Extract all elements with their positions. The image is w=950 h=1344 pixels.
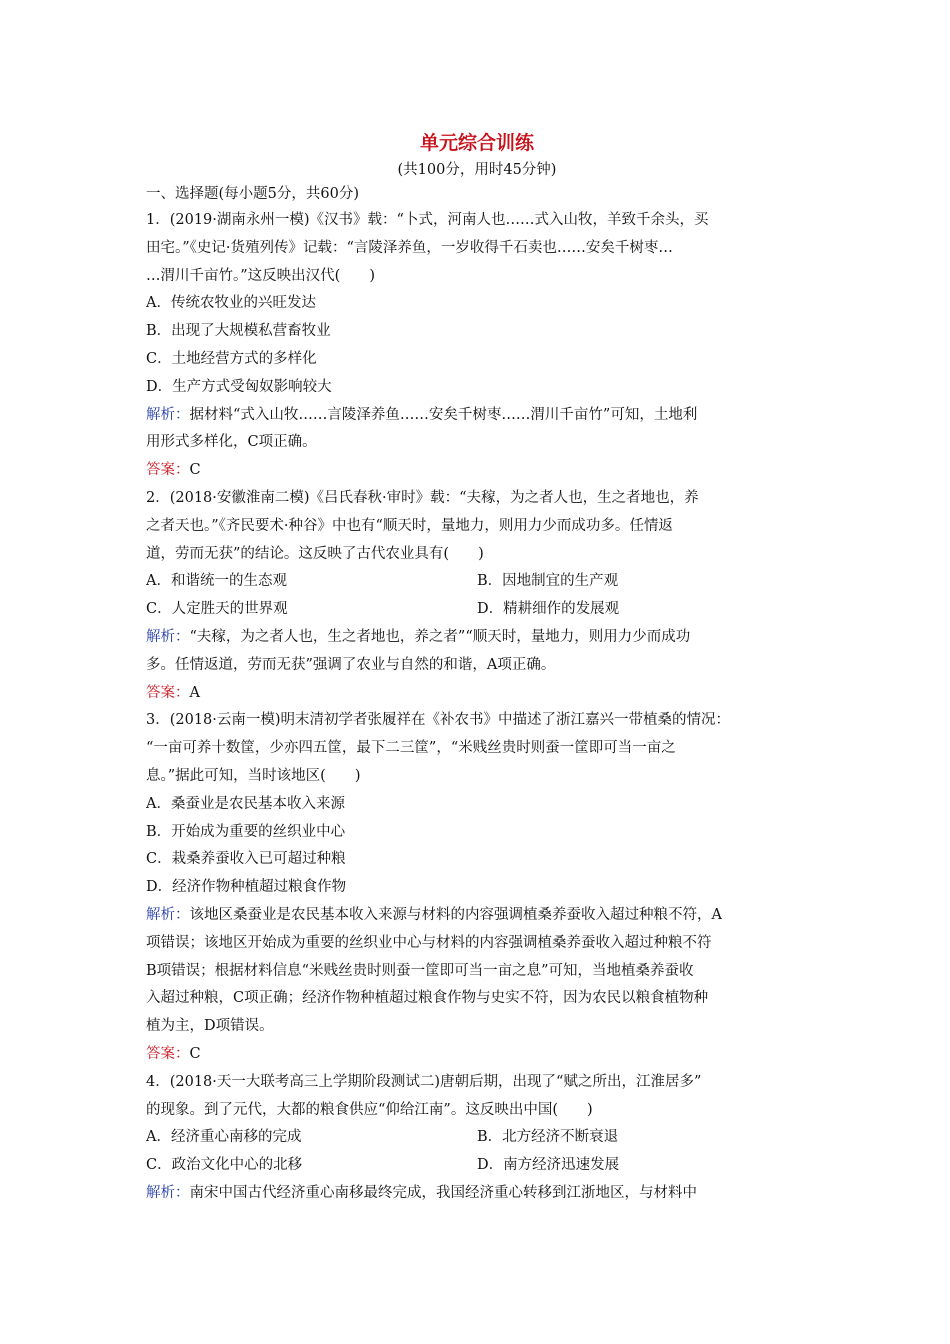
option-b: B．北方经济不断衰退 — [477, 1129, 619, 1146]
question-stem-line: 道，劳而无获”的结论。这反映了古代农业具有( ) — [146, 545, 484, 562]
analysis-line — [146, 902, 808, 930]
answer-label: 答案： — [146, 684, 190, 701]
analysis-line: 植为主，D项错误。 — [146, 1018, 274, 1035]
analysis-text: 该地区桑蚕业是农民基本收入来源与材料的内容强调植桑养蚕收入超过种粮不符，A — [189, 906, 722, 923]
question-stem-line: “一亩可养十数筐，少亦四五筐，最下二三筐”，“米贱丝贵时则蚕一筐即可当一亩之 — [146, 740, 676, 757]
question-1 — [146, 207, 808, 485]
option-row — [146, 1152, 808, 1180]
page-subtitle: (共100分，用时45分钟) — [397, 162, 557, 178]
analysis-line: 多。任情返道，劳而无获”强调了农业与自然的和谐，A项正确。 — [146, 656, 556, 673]
answer-label: 答案： — [146, 462, 190, 479]
page-title: 单元综合训练 — [419, 132, 534, 154]
question-stem-line: 1．(2019·湖南永州一模)《汉书》载：“卜式，河南人也……式入山牧，羊致千余头，买 — [146, 212, 709, 228]
question-stem-line: 息。”据此可知，当时该地区( ) — [146, 767, 361, 784]
option-b: B．因地制宜的生产观 — [477, 573, 619, 590]
option-c: C．土地经营方式的多样化 — [146, 350, 317, 367]
answer-line — [146, 457, 808, 485]
analysis-line: B项错误；根据材料信息“米贱丝贵时则蚕一筐即可当一亩之息”可知，当地植桑养蚕收 — [146, 962, 694, 979]
option-d: D．生产方式受匈奴影响较大 — [146, 378, 332, 395]
section-heading: 一、选择题(每小题5分，共60分) — [146, 186, 359, 202]
option-row — [146, 1124, 808, 1152]
answer-value: C — [189, 462, 201, 479]
option-a: A．传统农牧业的兴旺发达 — [146, 295, 316, 312]
analysis-text: 南宋中国古代经济重心南移最终完成，我国经济重心转移到江浙地区，与材料中 — [189, 1184, 697, 1201]
option-b: B．开始成为重要的丝织业中心 — [146, 823, 346, 840]
answer-label: 答案： — [146, 1045, 190, 1062]
option-row — [146, 568, 808, 596]
option-d: D．南方经济迅速发展 — [477, 1157, 620, 1174]
question-stem-line: 的现象。到了元代，大都的粮食供应“仰给江南”。这反映出中国( ) — [146, 1101, 593, 1118]
analysis-line: 入超过种粮，C项正确；经济作物种植超过粮食作物与史实不符，因为农民以粮食植物种 — [146, 990, 709, 1007]
answer-line — [146, 680, 808, 708]
question-2 — [146, 485, 808, 707]
option-row — [146, 596, 808, 624]
question-stem-line: 田宅。”《史记·货殖列传》记载：“言陵泽养鱼，一岁收得千石卖也……安矣千树枣… — [146, 239, 673, 256]
option-b: B．出现了大规模私营畜牧业 — [146, 323, 331, 340]
option-c: C．栽桑养蚕收入已可超过种粮 — [146, 851, 346, 868]
option-c: C．政治文化中心的北移 — [146, 1157, 303, 1174]
question-stem-line: 3．(2018·云南一模)明末清初学者张履祥在《补农书》中描述了浙江嘉兴一带植桑的情况： — [146, 712, 731, 729]
question-stem-line: 2．(2018·安徽淮南二模)《吕氏春秋·审时》载：“夫稼，为之者人也，生之者地也，养 — [146, 489, 699, 506]
answer-value: A — [189, 684, 200, 701]
answer-line — [146, 1041, 808, 1069]
analysis-text: 据材料“式入山牧……言陵泽养鱼……安矣千树枣……渭川千亩竹”可知，土地利 — [189, 406, 698, 423]
analysis-text: “夫稼，为之者人也，生之者地也，养之者”“顺天时，量地力，则用力少而成功 — [189, 628, 691, 645]
analysis-line — [146, 402, 808, 430]
question-4 — [146, 1069, 808, 1208]
option-a: A．桑蚕业是农民基本收入来源 — [146, 795, 345, 812]
option-a: A．和谐统一的生态观 — [146, 573, 287, 590]
answer-value: C — [189, 1045, 201, 1062]
option-d: D．经济作物种植超过粮食作物 — [146, 879, 347, 896]
analysis-line: 项错误；该地区开始成为重要的丝织业中心与材料的内容强调植桑养蚕收入超过种粮不符 — [146, 934, 712, 951]
analysis-line — [146, 624, 808, 652]
analysis-label: 解析： — [146, 906, 190, 923]
question-stem-line: 之者天也。”《齐民要术·种谷》中也有“顺天时，量地力，则用力少而成功多。任情返 — [146, 517, 673, 534]
question-3 — [146, 707, 808, 1068]
option-a: A．经济重心南移的完成 — [146, 1129, 302, 1146]
analysis-line — [146, 1180, 808, 1208]
analysis-label: 解析： — [146, 628, 190, 645]
analysis-line: 用形式多样化，C项正确。 — [146, 434, 317, 451]
question-stem-line: …渭川千亩竹。”这反映出汉代( ) — [146, 267, 375, 284]
analysis-label: 解析： — [146, 1184, 190, 1201]
option-d: D．精耕细作的发展观 — [477, 601, 620, 618]
document-page — [146, 128, 808, 1208]
question-stem-line: 4．(2018·天一大联考高三上学期阶段测试二)唐朝后期，出现了“赋之所出，江淮居多” — [146, 1073, 702, 1090]
option-c: C．人定胜天的世界观 — [146, 601, 288, 618]
analysis-label: 解析： — [146, 406, 190, 423]
